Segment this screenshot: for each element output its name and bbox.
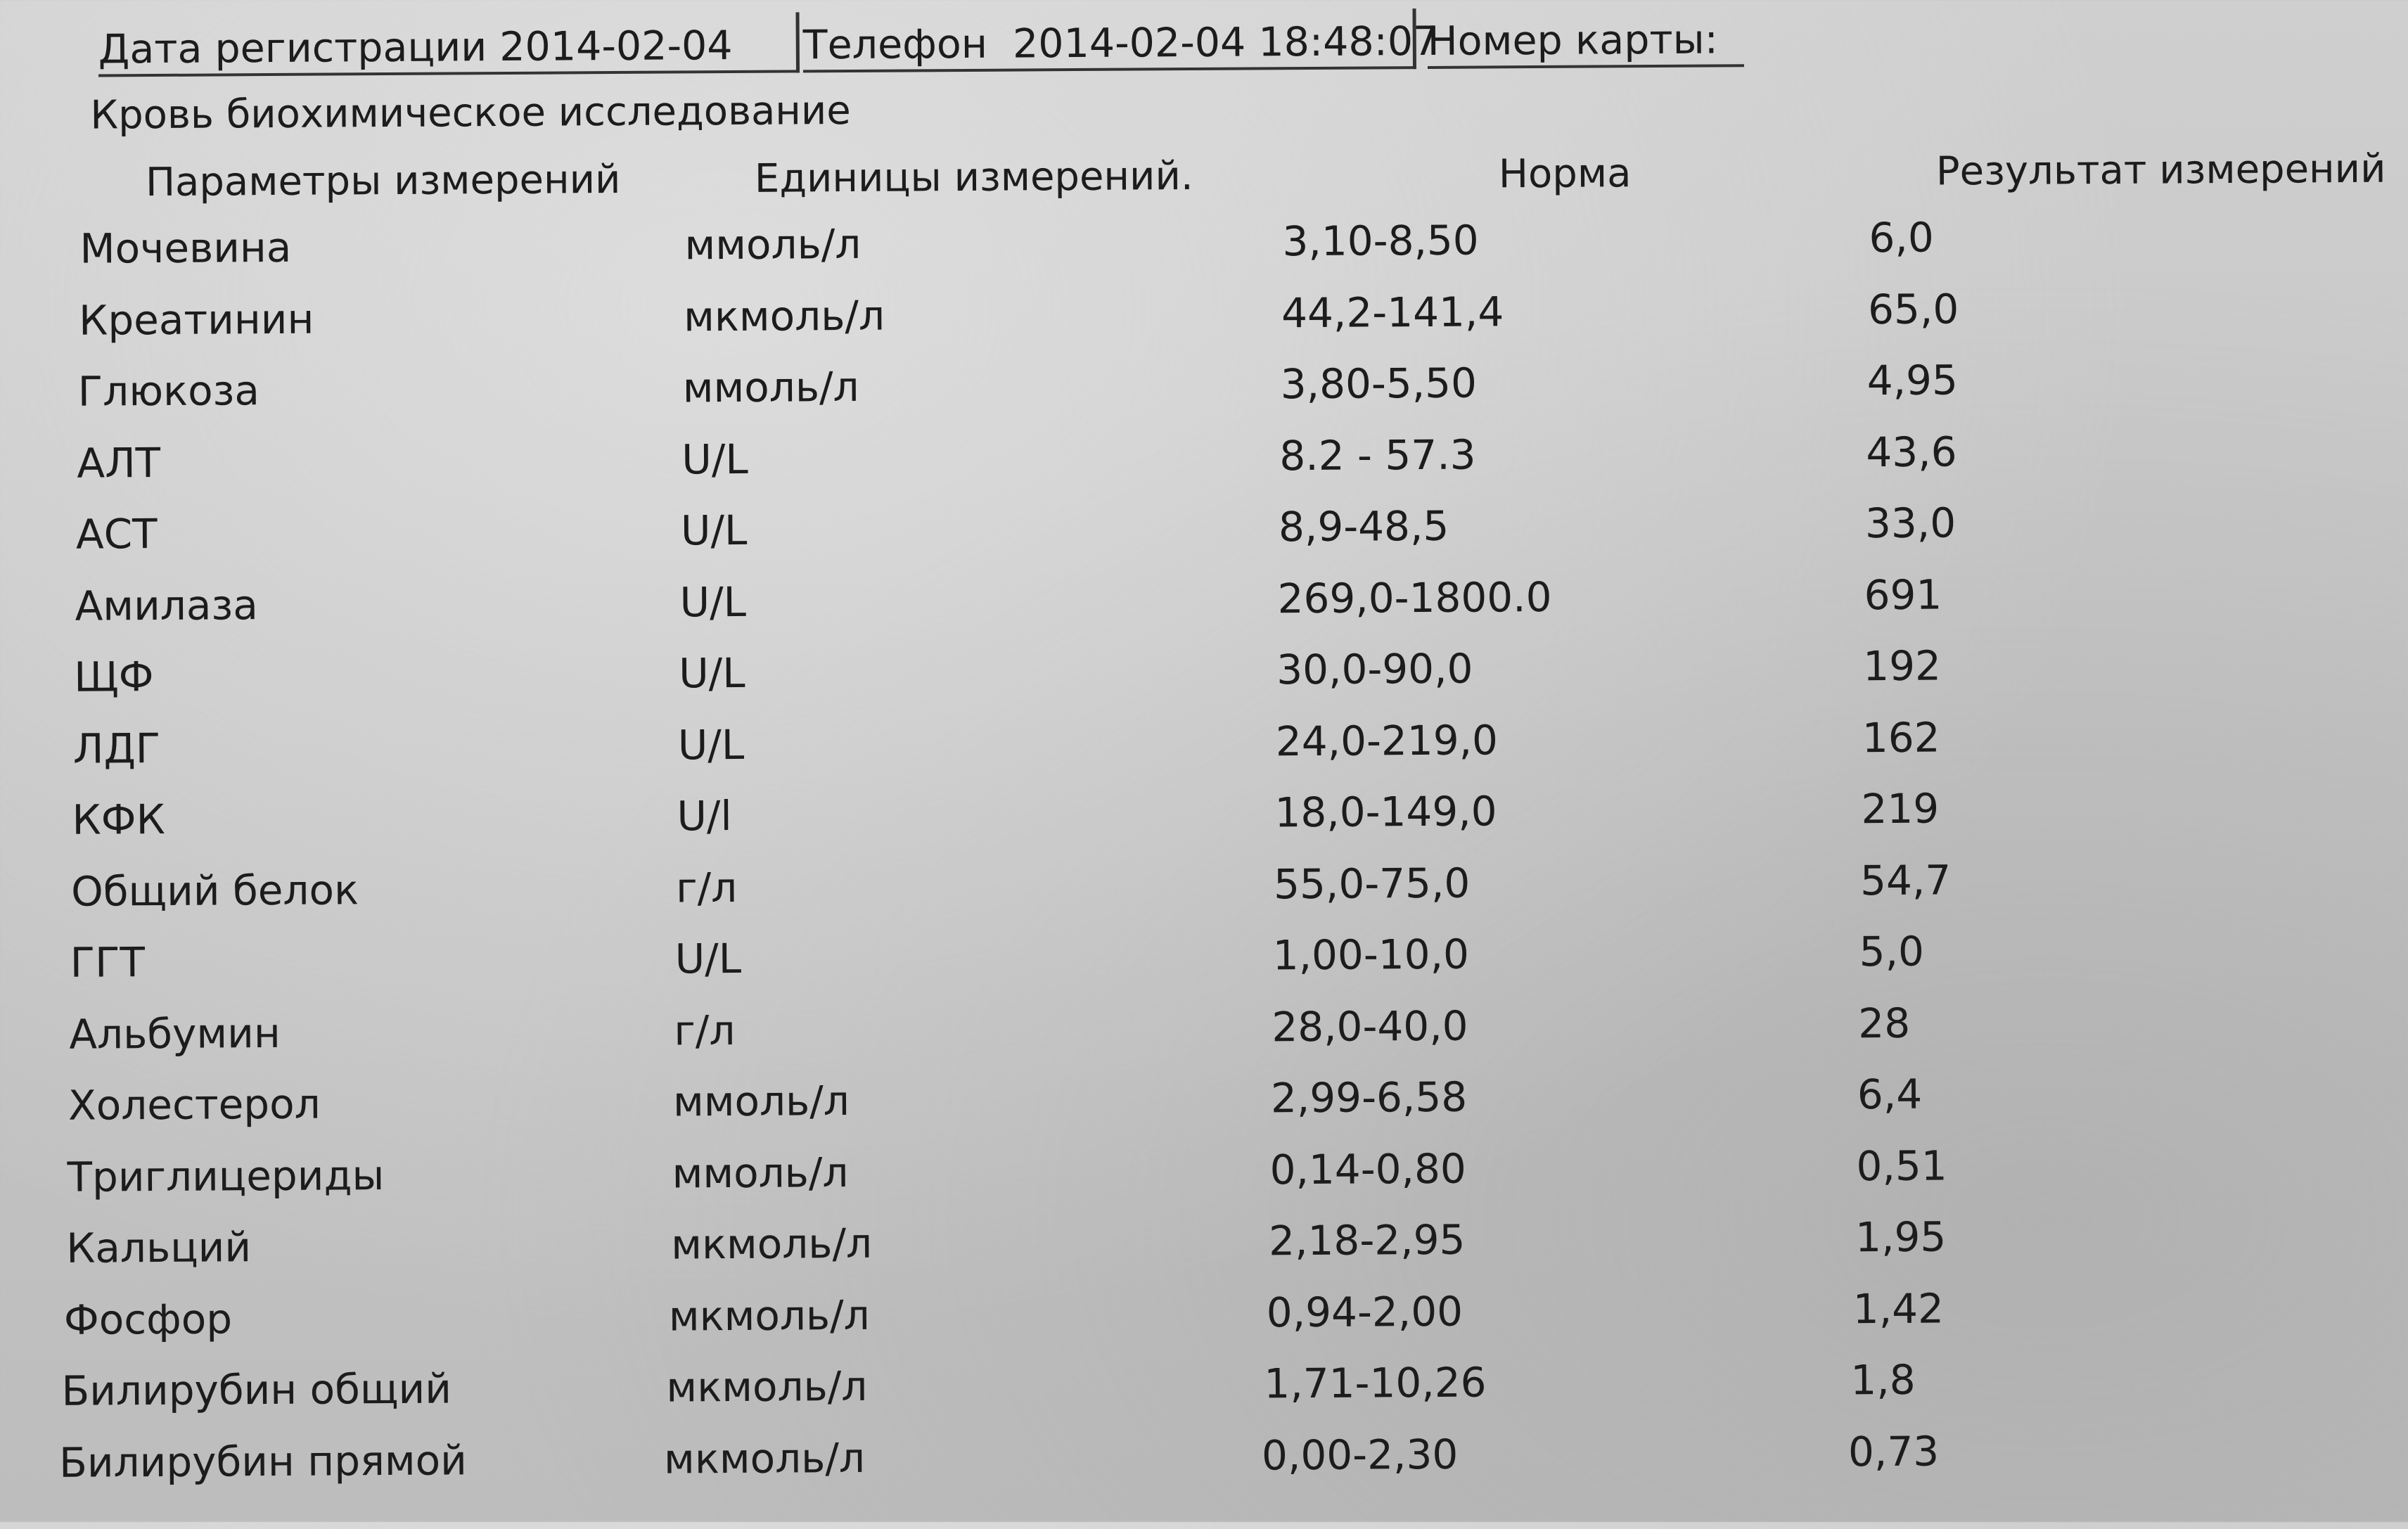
row-unit: U/L bbox=[677, 720, 745, 769]
row-norm: 0,00-2,30 bbox=[1261, 1430, 1459, 1479]
phone-value: 2014-02-04 18:48:07 bbox=[1012, 18, 1439, 68]
row-result: 5,0 bbox=[1859, 927, 1925, 976]
card-number-label: Номер карты: bbox=[1427, 16, 1719, 65]
table-row bbox=[4, 1424, 2408, 1510]
row-parameter: Холестерол bbox=[68, 1080, 321, 1130]
row-unit: U/L bbox=[680, 506, 748, 555]
row-parameter: АЛТ bbox=[77, 438, 161, 487]
row-result: 691 bbox=[1864, 570, 1942, 619]
column-header-norm: Норма bbox=[1498, 151, 1632, 198]
report-title: Кровь биохимическое исследование bbox=[90, 87, 851, 139]
row-norm: 30,0-90,0 bbox=[1276, 644, 1473, 694]
row-parameter: Билирубин прямой bbox=[58, 1435, 468, 1487]
row-parameter: КФК bbox=[72, 795, 165, 844]
row-parameter: АСТ bbox=[75, 510, 158, 558]
row-norm: 44,2-141,4 bbox=[1281, 287, 1504, 337]
row-result: 6,0 bbox=[1869, 213, 1934, 262]
column-header-result: Результат измерений bbox=[1935, 146, 2386, 195]
row-parameter: Мочевина bbox=[79, 223, 292, 273]
row-unit: ммоль/л bbox=[682, 362, 859, 412]
row-result: 65,0 bbox=[1867, 284, 1959, 333]
row-unit: U/L bbox=[681, 435, 748, 483]
results-table bbox=[0, 210, 2408, 1510]
row-unit: U/L bbox=[674, 934, 742, 983]
row-unit: U/L bbox=[679, 577, 747, 626]
registration-date-field bbox=[98, 12, 800, 77]
row-parameter: Альбумин bbox=[69, 1009, 281, 1058]
row-result: 0,51 bbox=[1856, 1141, 1947, 1190]
row-norm: 8.2 - 57.3 bbox=[1279, 430, 1476, 480]
row-result: 43,6 bbox=[1866, 427, 1957, 476]
row-parameter: Глюкоза bbox=[77, 366, 260, 416]
row-norm: 24,0-219,0 bbox=[1275, 715, 1499, 765]
row-norm: 1,71-10,26 bbox=[1264, 1358, 1487, 1408]
row-unit: мкмоль/л bbox=[670, 1219, 873, 1269]
row-parameter: ЛДГ bbox=[72, 724, 161, 773]
card-number-field bbox=[1427, 6, 1744, 69]
row-unit: ммоль/л bbox=[672, 1148, 849, 1198]
row-result: 6,4 bbox=[1857, 1070, 1923, 1119]
row-result: 219 bbox=[1861, 784, 1940, 833]
phone-label: Телефон bbox=[802, 20, 988, 69]
row-norm: 1,00-10,0 bbox=[1272, 930, 1470, 980]
row-result: 33,0 bbox=[1864, 499, 1956, 548]
row-unit: ммоль/л bbox=[672, 1077, 850, 1126]
row-norm: 55,0-75,0 bbox=[1273, 859, 1471, 908]
row-unit: мкмоль/л bbox=[666, 1362, 868, 1412]
row-norm: 2,18-2,95 bbox=[1268, 1215, 1466, 1265]
row-result: 192 bbox=[1862, 641, 1942, 691]
row-result: 0,73 bbox=[1847, 1427, 1940, 1476]
row-result: 54,7 bbox=[1859, 855, 1952, 904]
row-parameter: Фосфор bbox=[63, 1294, 233, 1344]
row-unit: ммоль/л bbox=[684, 219, 862, 269]
row-result: 1,42 bbox=[1852, 1284, 1945, 1333]
row-norm: 0,14-0,80 bbox=[1269, 1144, 1466, 1194]
row-unit: г/л bbox=[675, 863, 738, 912]
column-header-unit: Единицы измерений. bbox=[754, 153, 1193, 202]
registration-date-label: Дата регистрации bbox=[98, 24, 487, 73]
row-norm: 2,99-6,58 bbox=[1270, 1073, 1468, 1122]
row-parameter: ЩФ bbox=[74, 653, 154, 701]
row-norm: 18,0-149,0 bbox=[1274, 787, 1497, 837]
row-norm: 28,0-40,0 bbox=[1272, 1002, 1468, 1051]
row-parameter: Кальций bbox=[66, 1223, 252, 1272]
row-result: 28 bbox=[1858, 999, 1911, 1047]
registration-date-value: 2014-02-04 bbox=[499, 23, 733, 71]
row-unit: U/L bbox=[679, 648, 745, 698]
row-norm: 3,10-8,50 bbox=[1282, 216, 1479, 266]
row-parameter: ГГТ bbox=[70, 938, 146, 987]
row-parameter: Триглицериды bbox=[67, 1151, 385, 1201]
row-result: 1,95 bbox=[1855, 1213, 1947, 1262]
row-norm: 269,0-1800.0 bbox=[1277, 572, 1552, 622]
row-result: 1,8 bbox=[1850, 1355, 1916, 1405]
phone-field bbox=[802, 8, 1439, 72]
row-unit: г/л bbox=[674, 1006, 736, 1055]
row-unit: мкмоль/л bbox=[668, 1291, 870, 1341]
row-unit: U/l bbox=[677, 792, 732, 840]
row-unit: мкмоль/л bbox=[683, 291, 885, 340]
row-norm: 0,94-2,00 bbox=[1266, 1287, 1464, 1336]
row-unit: мкмоль/л bbox=[663, 1433, 866, 1483]
row-result: 4,95 bbox=[1866, 356, 1959, 405]
row-parameter: Креатинин bbox=[78, 295, 314, 345]
column-header-param: Параметры измерений bbox=[145, 156, 621, 206]
row-parameter: Билирубин общий bbox=[61, 1364, 452, 1415]
row-norm: 3,80-5,50 bbox=[1280, 359, 1478, 409]
row-norm: 8,9-48,5 bbox=[1278, 501, 1449, 551]
row-parameter: Амилаза bbox=[75, 580, 258, 630]
row-result: 162 bbox=[1862, 713, 1940, 762]
row-parameter: Общий белок bbox=[70, 865, 359, 916]
